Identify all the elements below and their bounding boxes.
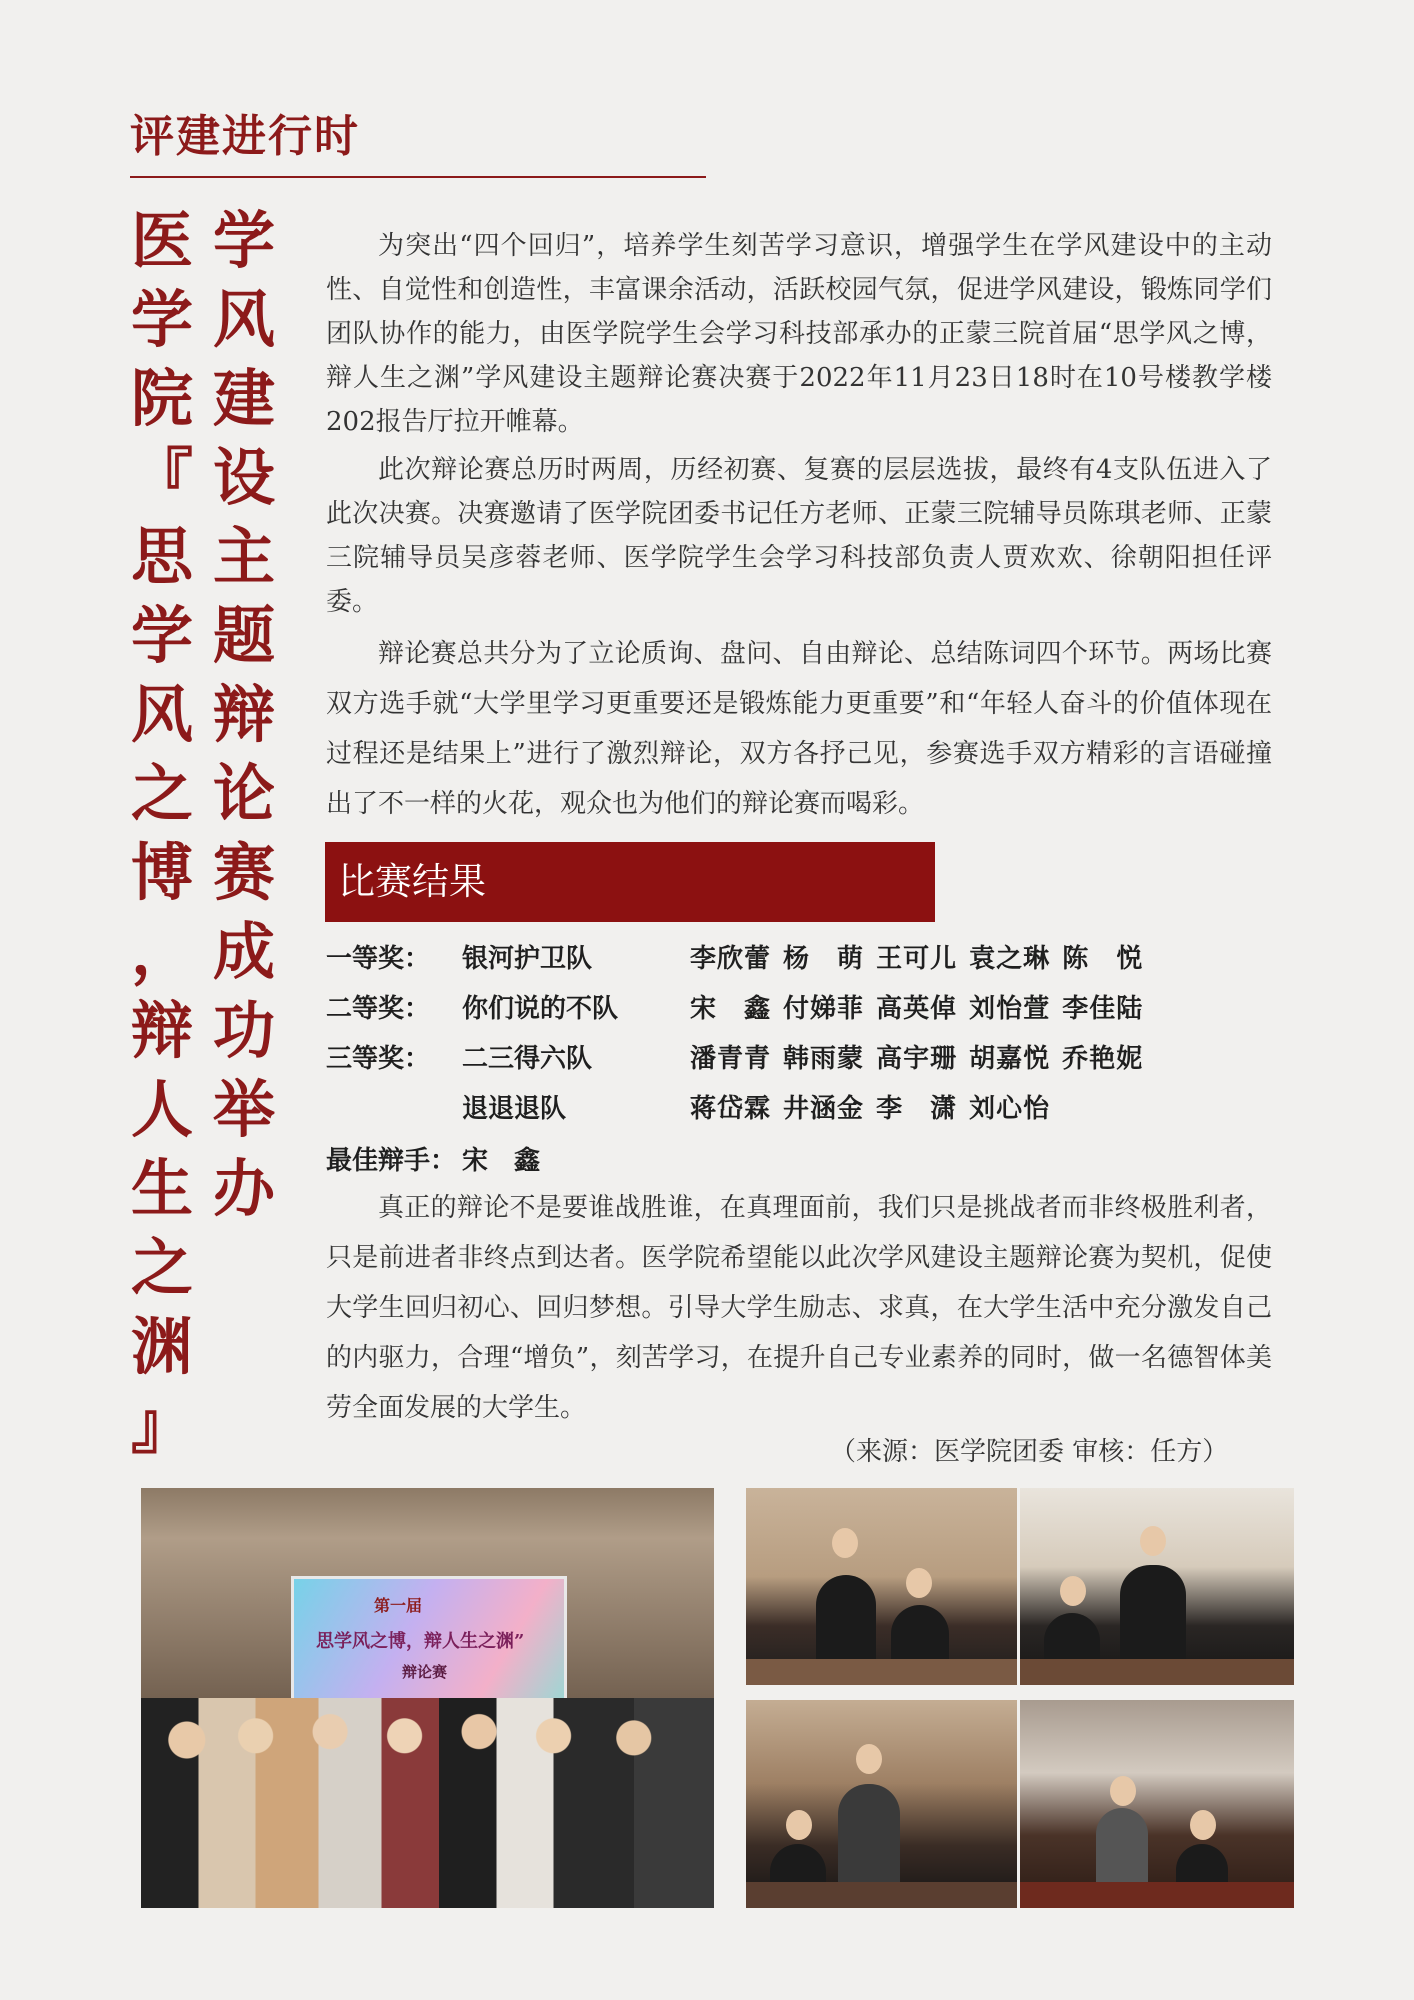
section-label: 评建进行时 — [130, 111, 360, 162]
title-char: 论 — [212, 757, 275, 830]
title-char: 功 — [212, 994, 275, 1067]
paragraph-text: 此次辩论赛总历时两周，历经初赛、复赛的层层选拔，最终有4支队伍进入了此次决赛。决赛邀请了医学院团委书记任方老师、正蒙三院辅导员陈琪老师、正蒙三院辅导员吴彦蓉老师、医学院学生会学习科技部负责人贾欢欢、徐朝阳担任评委。 — [326, 455, 1272, 617]
section-divider — [130, 176, 706, 178]
article-paragraph-4 — [326, 1183, 1272, 1433]
award-team: 退退退队 — [462, 1094, 567, 1124]
best-debater-name: 宋 鑫 — [462, 1146, 541, 1176]
article-paragraph-1 — [326, 224, 1272, 444]
award-members: 潘青青 韩雨蒙 高宇珊 胡嘉悦 乔艳妮 — [690, 1044, 1144, 1074]
title-char: 思 — [130, 520, 193, 593]
title-char: 题 — [212, 599, 275, 672]
best-debater — [326, 1140, 540, 1177]
title-char: 』 — [130, 1389, 193, 1462]
title-char: 成 — [212, 915, 275, 988]
title-char: 风 — [130, 678, 193, 751]
crowd — [141, 1698, 714, 1908]
screen-text: 思学风之博，辩人生之渊” — [316, 1631, 525, 1652]
award-label: 二等奖： — [326, 994, 431, 1024]
article-paragraph-2 — [326, 448, 1272, 624]
debate-photo-1 — [746, 1488, 1017, 1685]
title-char: 主 — [212, 520, 275, 593]
title-column-1 — [127, 204, 197, 1474]
title-char: 风 — [212, 283, 275, 356]
group-photo — [141, 1488, 714, 1908]
title-char: 学 — [130, 599, 193, 672]
paragraph-text: 为突出“四个回归”，培养学生刻苦学习意识，增强学生在学风建设中的主动性、自觉性和创造性，丰富课余活动，活跃校园气氛，促进学风建设，锻炼同学们团队协作的能力，由医学院学生会学习科技部承办的正蒙三院首届“思学风之博，辩人生之渊”学风建设主题辩论赛决赛于2022年11月23日18时在10号楼教学楼202报告厅拉开帷幕。 — [326, 231, 1272, 437]
title-char: 办 — [212, 1152, 275, 1225]
paragraph-text: 辩论赛总共分为了立论质询、盘问、自由辩论、总结陈词四个环节。两场比赛双方选手就“大学里学习更重要还是锻炼能力更重要”和“年轻人奋斗的价值体现在过程还是结果上”进行了激烈辩论，双方各抒己见，参赛选手双方精彩的言语碰撞出了不一样的火花，观众也为他们的辩论赛而喝彩。 — [326, 639, 1272, 819]
debate-photo-2 — [1020, 1488, 1294, 1685]
screen-text: 辩论赛 — [402, 1663, 448, 1681]
award-members: 宋 鑫 付娣菲 高英倬 刘怡萱 李佳陆 — [690, 994, 1144, 1024]
title-char: 医 — [130, 204, 193, 277]
title-char: 举 — [212, 1073, 275, 1146]
title-char: 院 — [130, 362, 193, 435]
debate-photo-4 — [1020, 1700, 1294, 1908]
title-char: 『 — [130, 441, 193, 514]
screen-text: 第一届 — [374, 1596, 423, 1615]
title-char: 博 — [130, 836, 193, 909]
title-char: 建 — [212, 362, 275, 435]
award-members: 蒋岱霖 井涵金 李 潇 刘心怡 — [690, 1094, 1051, 1124]
award-team: 二三得六队 — [462, 1044, 593, 1074]
title-char: 之 — [130, 1231, 193, 1304]
title-column-2 — [209, 204, 279, 1237]
award-label: 一等奖： — [326, 944, 431, 974]
title-char: 渊 — [130, 1310, 193, 1383]
title-char: 生 — [130, 1152, 193, 1225]
title-char: 学 — [212, 204, 275, 277]
article-paragraph-3 — [326, 629, 1272, 829]
debate-photo-3 — [746, 1700, 1017, 1908]
title-char: 之 — [130, 757, 193, 830]
award-label: 三等奖： — [326, 1044, 431, 1074]
award-team: 你们说的不队 — [462, 994, 619, 1024]
best-debater-label: 最佳辩手： — [326, 1146, 457, 1176]
title-char: ， — [130, 915, 193, 988]
source-credit: （来源：医学院团委 审核：任方） — [830, 1437, 1229, 1467]
title-char: 辩 — [212, 678, 275, 751]
paragraph-text: 真正的辩论不是要谁战胜谁，在真理面前，我们只是挑战者而非终极胜利者，只是前进者非终点到达者。医学院希望能以此次学风建设主题辩论赛为契机，促使大学生回归初心、回归梦想。引导大学生励志、求真，在大学生活中充分激发自己的内驱力，合理“增负”，刻苦学习，在提升自己专业素养的同时，做一名德智体美劳全面发展的大学生。 — [326, 1193, 1272, 1423]
results-heading: 比赛结果 — [325, 842, 935, 922]
title-char: 人 — [130, 1073, 193, 1146]
award-members: 李欣蕾 杨 萌 王可儿 袁之琳 陈 悦 — [690, 944, 1144, 974]
title-char: 辩 — [130, 994, 193, 1067]
title-char: 学 — [130, 283, 193, 356]
title-char: 设 — [212, 441, 275, 514]
title-char: 赛 — [212, 836, 275, 909]
award-team: 银河护卫队 — [462, 944, 593, 974]
